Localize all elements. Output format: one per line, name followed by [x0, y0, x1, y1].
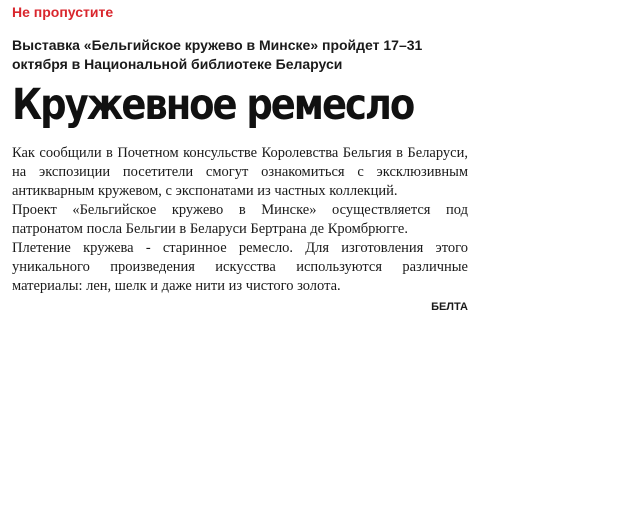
article-body: [12, 144, 468, 296]
article-source: БЕЛТА: [431, 301, 468, 313]
article-paragraph: Проект «Бельгийское кружево в Минске» осуществляется под патронатом посла Бельгии в Беларуси Бертрана де Кромбрюгге.: [12, 202, 468, 237]
article-headline: Кружевное ремесло: [12, 80, 414, 130]
article-paragraph: Плетение кружева - старинное ремесло. Для изготовления этого уникального произведения искусства используются различные материалы: лен, шелк и даже нити из чистого золота.: [12, 240, 468, 294]
rubric-label: Не пропустите: [12, 4, 114, 20]
article-paragraph: Как сообщили в Почетном консульстве Королевства Бельгия в Беларуси, на экспозиции посетители смогут ознакомиться с эксклюзивным антикварным кружевом, с экспонатами из частных коллекций.: [12, 145, 468, 199]
news-article: [12, 2, 468, 314]
article-subheadline: Выставка «Бельгийское кружево в Минске» пройдет 17–31 октября в Национальной библиотеке Беларуси: [12, 37, 423, 72]
